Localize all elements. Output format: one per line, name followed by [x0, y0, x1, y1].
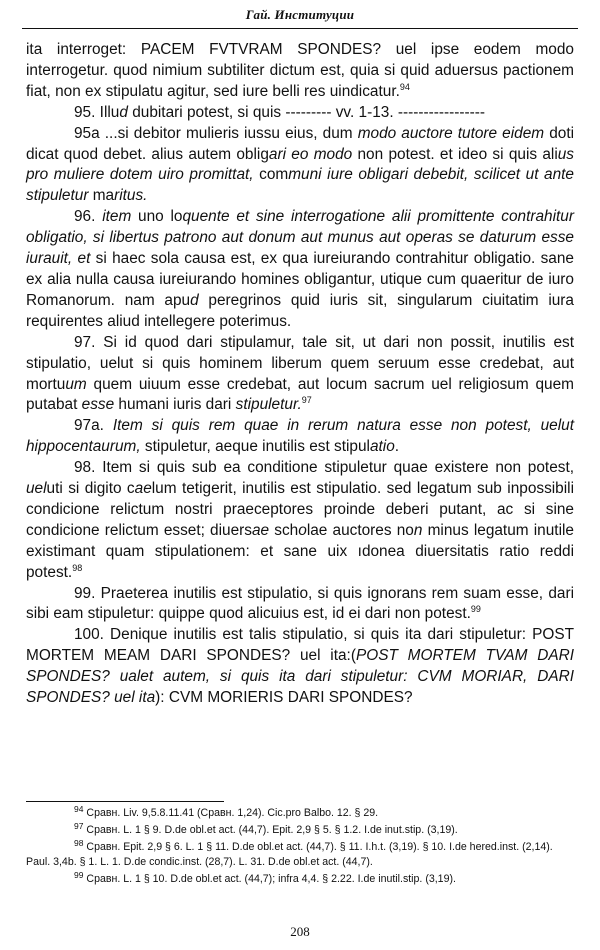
footnote: [26, 823, 574, 838]
paragraph-95a: 95a ...si debitor mulieris iussu eius, dum modo auctore tutore eidem doti dicat quod debet. alius autem obligari eo modo non potest. et ideo si quis alius pro muliere dotem uiro promittat, communi iure obligari debebit, scilicet ut ante stipuletur maritus.: [26, 124, 575, 205]
paragraph-96: 96. item uno loquente et sine interrogatione alii promittente contrahitur obligatio, si libertus patrono aut donum aut munus aut operas se daturum esse iurauit, et si haec sola causa est, ex qua iureiurando contrahitur obligatio. sane ex alia nulla causa iureiurando homines obligantur, utique cum quaeritur de iuro Romanorum. nam apud peregrinos quid iuris sit, singularum ciuitatim iura requirentes aliud intellegere poterimus.: [26, 208, 574, 330]
paragraph-97a: 97a. Item si quis rem quae in rerum natura esse non potest, uelut hippocentaurum, stipuletur, aeque inutilis est stipulatio.: [26, 417, 574, 456]
footnote-number: 98: [74, 838, 84, 848]
paragraph-100: 100. Denique inutilis est talis stipulatio, si quis ita dari stipuletur: POST MORTEM MEAM DARI SPONDES? uel ita:(POST MORTEM TVAM DARI SPONDES? ualet autem, si quis ita dari stipuletur: CVM MORIAR, DARI SPONDES? uel ita): CVM MORIERIS DARI SPONDES?: [26, 626, 574, 707]
page-number: 208: [290, 924, 310, 939]
footnote-text: Сравн. Liv. 9,5.8.11.41 (Сравн. 1,24). Cic.pro Balbo. 12. § 29.: [86, 807, 379, 819]
footnote-text: Сравн. Epit. 2,9 § 6. L. 1 § 11. D.de obl.et act. (44,7). § 11. I.h.t. (3,19). § 10. I.de hered.inst. (2,14). Paul. 3,4b. § 1. L. 1. D.de condic.inst. (28,7). L. 31. D.de obl.et act. (44,7).: [26, 841, 553, 868]
paragraph-95: 95. Illud dubitari potest, si quis --------- vv. 1-13. -----------------: [74, 103, 486, 121]
footnotes: [26, 806, 574, 889]
footnote-number: 97: [74, 821, 84, 831]
paragraph-98: 98. Item si quis sub ea conditione stipuletur quae existere non potest, ueluti si digito caelum tetigerit, inutilis est stipulatio. sed legatum sub inpossibili condicione relictum nostri praeceptores proinde deberi putant, ac si sine condicione relictum esset; diuersae scholae auctores non minus legatum inutile existimant quam stipulationem: et sane uix ıdonea diuersitatis ratio reddi potest.$^{98}$: [26, 459, 575, 581]
footnote-number: 99: [74, 870, 84, 880]
footnote-ref-98: 98: [72, 562, 83, 573]
running-header-title: Гай. Институции: [245, 7, 355, 22]
footnote-text: Сравн. L. 1 § 10. D.de obl.et act. (44,7); infra 4,4. § 2.22. I.de inutil.stip. (3,19).: [86, 873, 456, 885]
paragraph-97: 97. Si id quod dari stipulamur, tale sit, ut dari non possit, inutilis est stipulatio, uelut si quis hominem liberum quem seruum esse credebat, aut mortuum quem uiuum esse credebat, aut locum sacrum uel religiosum quem putabat esse humani iuris dari stipuletur.$^{97}$: [26, 333, 574, 414]
footnote-divider: [26, 801, 224, 802]
footnote: [26, 872, 574, 887]
footnote-text: Сравн. L. 1 § 9. D.de obl.et act. (44,7). Epit. 2,9 § 5. § 1.2. I.de inut.stip. (3,19).: [86, 824, 458, 836]
paragraph-99: 99. Praeterea inutilis est stipulatio, si quis ignorans rem suam esse, dari sibi eam stipuletur: quippe quod alicuius est, id ei dari non potest.$^{99}$: [26, 584, 574, 623]
footnote-ref-97: 97: [301, 395, 312, 406]
footnote-number: 94: [74, 804, 84, 814]
running-header: [22, 6, 578, 29]
footnote-ref-94: 94: [399, 81, 410, 92]
footnote-ref-99: 99: [470, 604, 481, 615]
paragraph-94-continuation: ita interroget: PACEM FVTVRAM SPONDES? uel ipse eodem modo interrogetur. quod nimium subtiliter dictum est, quia si quid aduersus pactionem fiat, non ex stipulatu agitur, sed iure belli res uindicatur.$^{94}$: [26, 41, 574, 100]
footnote: [26, 806, 574, 821]
footnote: [26, 840, 574, 870]
main-text: [26, 40, 574, 709]
